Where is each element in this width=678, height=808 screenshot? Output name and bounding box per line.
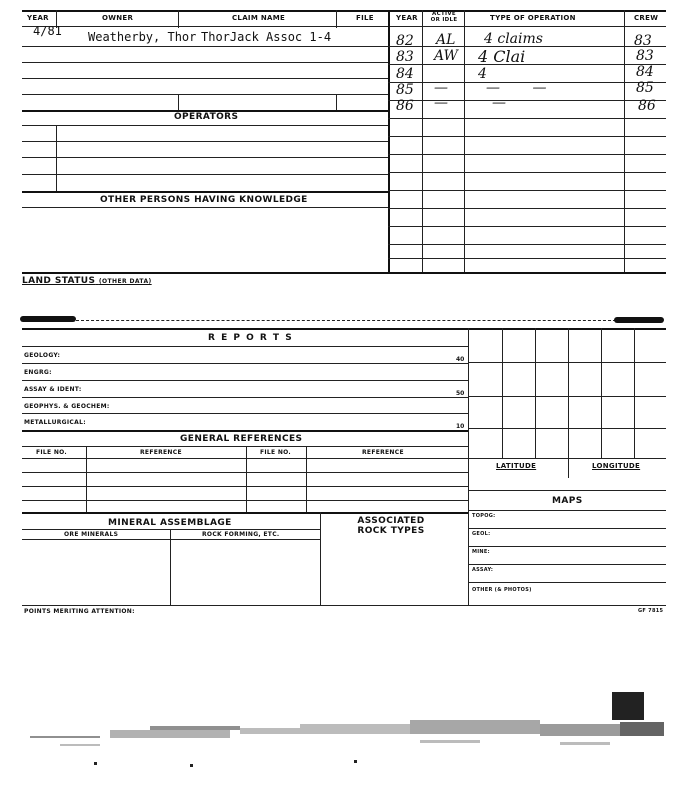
op-row-rule xyxy=(388,64,666,65)
op-crew: 85 xyxy=(636,80,654,96)
entry-claim: ThorJack Assoc 1-4 xyxy=(201,30,332,44)
lower-top-border xyxy=(22,328,666,330)
header-type-of-operation: TYPE OF OPERATION xyxy=(490,14,576,22)
row-rule xyxy=(468,510,666,511)
other-persons-heading: OTHER PERSONS HAVING KNOWLEDGE xyxy=(100,195,308,205)
section-rule xyxy=(22,191,388,193)
section-rule xyxy=(22,512,468,514)
maps-row-label: MINE: xyxy=(472,549,490,555)
col-divider xyxy=(320,512,321,605)
reports-heading: R E P O R T S xyxy=(208,333,294,343)
row-rule xyxy=(22,125,388,126)
report-number: 40 xyxy=(456,356,465,363)
section-rule xyxy=(22,430,468,432)
op-type: 4 claims xyxy=(484,31,543,47)
header-owner: OWNER xyxy=(102,14,134,22)
row-rule xyxy=(22,539,320,540)
scan-noise-band xyxy=(0,690,678,770)
land-status-heading xyxy=(22,276,152,286)
row-rule xyxy=(22,363,468,364)
row-rule xyxy=(22,529,320,530)
row-rule xyxy=(22,446,468,447)
map-grid-line xyxy=(468,396,666,397)
maps-row-label: TOPOG: xyxy=(472,513,496,519)
op-row-rule xyxy=(388,136,666,137)
map-grid-line xyxy=(535,328,536,458)
map-grid-line xyxy=(468,428,666,429)
col-divider xyxy=(306,446,307,512)
row-rule xyxy=(468,528,666,529)
op-year: 83 xyxy=(396,49,414,65)
map-grid-line xyxy=(468,458,666,459)
header-active-idle: ACTIVE OR IDLE xyxy=(430,11,458,23)
op-crew: 83 xyxy=(634,33,652,49)
mineral-assemblage-heading: MINERAL ASSEMBLAGE xyxy=(108,518,232,528)
op-year: 82 xyxy=(396,33,414,49)
operators-heading: OPERATORS xyxy=(174,112,239,122)
scan-smudge-left xyxy=(20,316,76,322)
row-rule xyxy=(468,490,666,491)
op-year: 84 xyxy=(396,66,414,82)
row-rule xyxy=(22,458,468,459)
ref-reference-header-2: REFERENCE xyxy=(362,449,404,456)
map-grid-line xyxy=(468,362,666,363)
entry-owner: Weatherby, Thor xyxy=(88,30,197,44)
maps-row-label: ASSAY: xyxy=(472,567,494,573)
row-rule xyxy=(468,546,666,547)
row-rule xyxy=(22,500,468,501)
header-crew: CREW xyxy=(634,14,659,22)
col-divider xyxy=(336,94,337,110)
top-border xyxy=(22,10,666,12)
report-label: ASSAY & IDENT: xyxy=(24,386,82,393)
col-divider xyxy=(464,10,465,272)
op-row-rule xyxy=(388,190,666,191)
row-rule xyxy=(22,141,388,142)
row-rule xyxy=(22,380,468,381)
op-row-rule xyxy=(388,118,666,119)
map-grid-line xyxy=(634,328,635,458)
row-rule xyxy=(22,207,388,208)
ref-reference-header: REFERENCE xyxy=(140,449,182,456)
map-grid-line xyxy=(601,328,602,458)
op-status: AL xyxy=(436,32,456,48)
op-type: — xyxy=(492,95,506,111)
general-references-heading: GENERAL REFERENCES xyxy=(180,434,303,444)
col-divider xyxy=(178,94,179,110)
col-divider xyxy=(56,125,57,191)
op-row-rule xyxy=(388,172,666,173)
latitude-label: LATITUDE xyxy=(496,462,537,470)
op-row-rule xyxy=(388,258,666,259)
op-row-rule xyxy=(388,154,666,155)
op-type: 4 xyxy=(478,66,487,82)
lower-bottom-rule xyxy=(22,605,666,606)
header-year: YEAR xyxy=(27,14,49,22)
header-rule xyxy=(22,26,666,27)
scan-smudge-right xyxy=(614,317,664,323)
row-rule xyxy=(22,413,468,414)
row-rule xyxy=(22,346,468,347)
row-rule xyxy=(22,157,388,158)
land-status-label: LAND STATUS xyxy=(22,276,96,286)
associated-rock-types-heading: ASSOCIATED ROCK TYPES xyxy=(357,516,425,536)
row-rule xyxy=(22,486,468,487)
header-year-2: YEAR xyxy=(396,14,418,22)
header-file: FILE xyxy=(356,14,374,22)
row-rule xyxy=(22,46,388,47)
points-meriting-attention: POINTS MERITING ATTENTION: xyxy=(24,608,135,615)
break-rule xyxy=(76,320,616,321)
row-rule xyxy=(22,62,388,63)
ore-minerals-header: ORE MINERALS xyxy=(64,531,119,538)
op-crew: 86 xyxy=(638,98,656,114)
col-divider xyxy=(178,10,179,28)
op-status: — xyxy=(434,80,448,96)
maps-row-label: OTHER (& PHOTOS) xyxy=(472,587,532,593)
op-year: 85 xyxy=(396,82,414,98)
op-year: 86 xyxy=(396,98,414,114)
entry-year: 4/81 xyxy=(33,24,62,38)
report-label: GEOPHYS. & GEOCHEM: xyxy=(24,403,110,410)
row-rule xyxy=(22,472,468,473)
op-status: — xyxy=(434,95,448,111)
maps-row-label: GEOL: xyxy=(472,531,491,537)
longitude-label: LONGITUDE xyxy=(592,462,641,470)
rock-forming-header: ROCK FORMING, ETC. xyxy=(202,531,280,538)
row-rule xyxy=(22,94,388,95)
land-status-sub: (OTHER DATA) xyxy=(98,278,152,285)
map-grid-line xyxy=(502,328,503,458)
map-grid-line xyxy=(568,328,569,478)
col-divider xyxy=(86,446,87,512)
op-type: 4 Clai xyxy=(478,47,526,66)
form-number: GF 7815 xyxy=(638,608,664,614)
op-row-rule xyxy=(388,100,666,101)
col-divider xyxy=(624,10,625,272)
col-divider xyxy=(336,10,337,28)
top-table-bottom xyxy=(22,272,666,274)
col-divider xyxy=(246,446,247,512)
main-divider xyxy=(388,10,390,272)
report-number: 10 xyxy=(456,423,465,430)
op-row-rule xyxy=(388,244,666,245)
report-label: GEOLOGY: xyxy=(24,352,61,359)
op-type: — — xyxy=(486,80,561,96)
row-rule xyxy=(468,582,666,583)
ref-file-no-header-2: FILE NO. xyxy=(260,449,292,456)
report-label: METALLURGICAL: xyxy=(24,419,86,426)
col-divider xyxy=(170,529,171,605)
row-rule xyxy=(22,397,468,398)
op-row-rule xyxy=(388,208,666,209)
row-rule xyxy=(468,564,666,565)
op-row-rule xyxy=(388,226,666,227)
report-number: 50 xyxy=(456,390,465,397)
op-crew: 83 xyxy=(636,48,654,64)
op-status: AW xyxy=(434,48,458,64)
op-crew: 84 xyxy=(636,64,654,80)
maps-heading: MAPS xyxy=(552,496,583,506)
ref-file-no-header: FILE NO. xyxy=(36,449,68,456)
row-rule xyxy=(22,174,388,175)
report-label: ENGRG: xyxy=(24,369,52,376)
header-claim-name: CLAIM NAME xyxy=(232,14,286,22)
col-divider xyxy=(422,10,423,272)
row-rule xyxy=(22,78,388,79)
